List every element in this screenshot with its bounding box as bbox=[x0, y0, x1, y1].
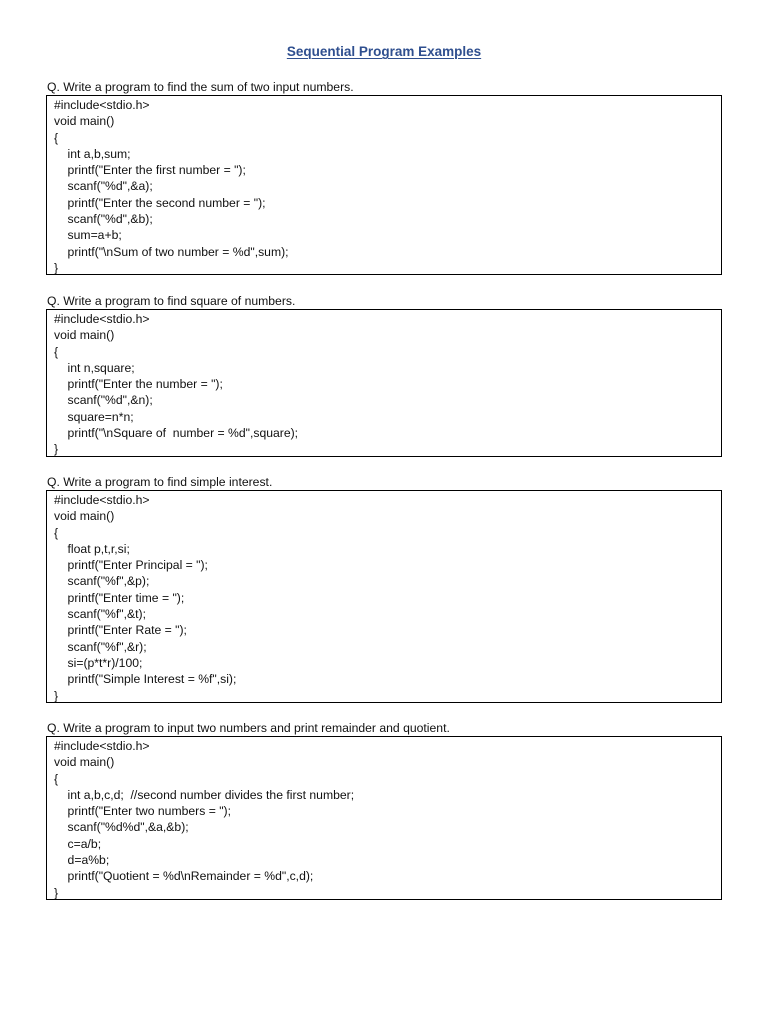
code-line: int a,b,sum; bbox=[54, 146, 131, 161]
code-line: { bbox=[54, 344, 59, 359]
code-line: printf("\nSum of two number = %d",sum); bbox=[54, 244, 289, 259]
code-line: float p,t,r,si; bbox=[54, 541, 130, 556]
question-text: Q. Write a program to find square of numbers. bbox=[47, 294, 296, 308]
code-line: printf("Enter the number = "); bbox=[54, 377, 223, 392]
code-line: void main() bbox=[54, 509, 115, 524]
example-section-square bbox=[46, 293, 722, 457]
example-section-sum bbox=[46, 79, 722, 275]
example-section-remainder-quotient bbox=[46, 720, 722, 900]
code-line: scanf("%d",&b); bbox=[54, 212, 153, 227]
code-line: } bbox=[54, 442, 59, 457]
code-line: { bbox=[54, 130, 59, 145]
code-line: #include<stdio.h> bbox=[54, 312, 150, 326]
example-section-simple-interest bbox=[46, 474, 722, 703]
code-line: d=a%b; bbox=[54, 853, 110, 868]
code-block bbox=[46, 490, 722, 703]
code-line: scanf("%d%d",&a,&b); bbox=[54, 820, 189, 835]
code-line: scanf("%d",&a); bbox=[54, 179, 153, 194]
code-line: printf("Enter Principal = "); bbox=[54, 558, 208, 573]
code-line: void main() bbox=[54, 114, 115, 129]
code-line: scanf("%f",&r); bbox=[54, 639, 147, 654]
question-text: Q. Write a program to find simple interest. bbox=[47, 475, 273, 489]
code-block bbox=[46, 736, 722, 900]
code-line: si=(p*t*r)/100; bbox=[54, 655, 143, 670]
code-line: } bbox=[54, 688, 59, 703]
code-line: printf("Simple Interest = %f",si); bbox=[54, 672, 237, 687]
code-block bbox=[46, 309, 722, 457]
code-line: printf("Enter time = "); bbox=[54, 590, 185, 605]
code-block bbox=[46, 95, 722, 275]
code-line: scanf("%d",&n); bbox=[54, 393, 153, 408]
code-line: printf("Enter Rate = "); bbox=[54, 623, 187, 638]
code-line: printf("Enter two numbers = "); bbox=[54, 804, 231, 819]
page-title-text: Sequential Program Examples bbox=[286, 44, 482, 59]
code-line: scanf("%f",&t); bbox=[54, 607, 146, 622]
code-line: #include<stdio.h> bbox=[54, 739, 150, 753]
code-line: printf("Quotient = %d\nRemainder = %d",c,d); bbox=[54, 869, 314, 884]
page-title bbox=[0, 43, 768, 61]
code-line: printf("\nSquare of number = %d",square); bbox=[54, 426, 299, 441]
code-line: void main() bbox=[54, 755, 115, 770]
code-line: void main() bbox=[54, 328, 115, 343]
code-line: #include<stdio.h> bbox=[54, 493, 150, 507]
code-line: int a,b,c,d; //second number divides the first number; bbox=[54, 787, 355, 802]
code-line: #include<stdio.h> bbox=[54, 98, 150, 112]
code-line: { bbox=[54, 771, 59, 786]
code-line: sum=a+b; bbox=[54, 228, 122, 243]
code-line: printf("Enter the second number = "); bbox=[54, 195, 266, 210]
code-line: scanf("%f",&p); bbox=[54, 574, 150, 589]
code-line: } bbox=[54, 885, 59, 900]
question-text: Q. Write a program to find the sum of two input numbers. bbox=[47, 80, 354, 94]
code-line: c=a/b; bbox=[54, 836, 102, 851]
code-line: printf("Enter the first number = "); bbox=[54, 163, 246, 178]
code-line: { bbox=[54, 525, 59, 540]
question-text: Q. Write a program to input two numbers and print remainder and quotient. bbox=[47, 721, 450, 735]
code-line: } bbox=[54, 260, 59, 275]
code-line: int n,square; bbox=[54, 360, 135, 375]
code-line: square=n*n; bbox=[54, 409, 134, 424]
